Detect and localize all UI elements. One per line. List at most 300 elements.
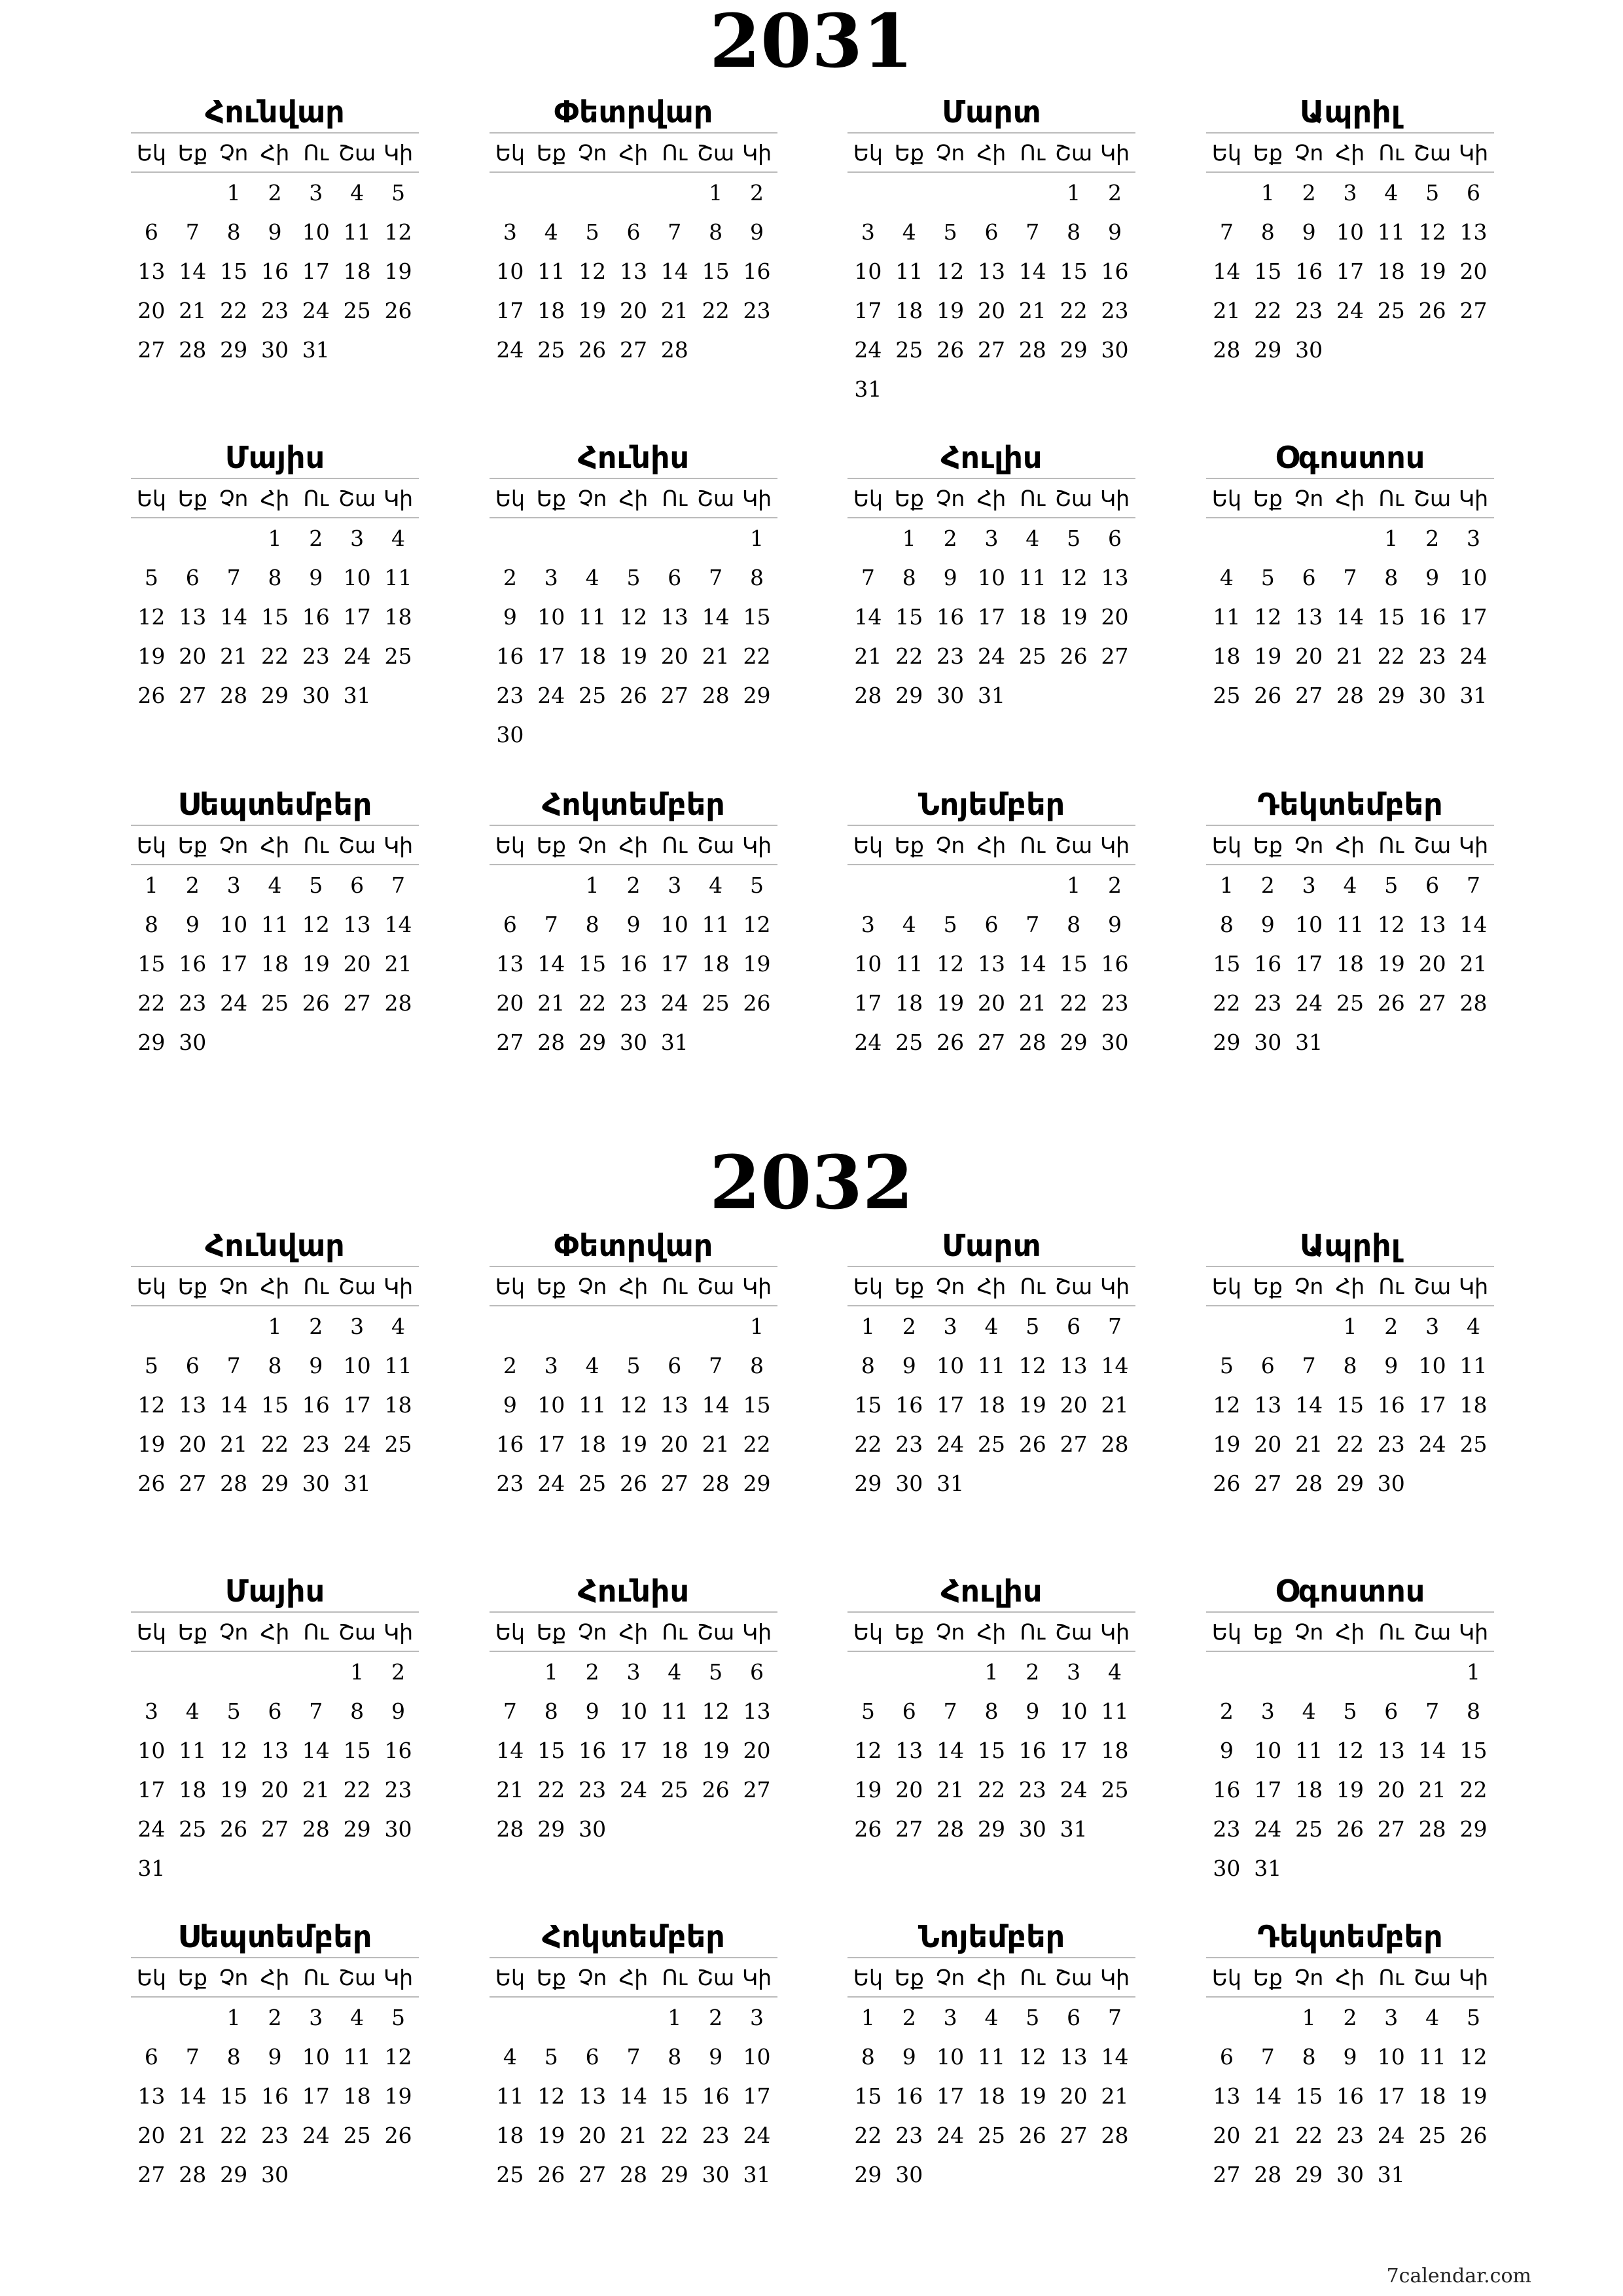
day-cell: 2 <box>268 2004 282 2030</box>
day-cell: 28 <box>1018 1029 1046 1055</box>
weekday-label: Չո <box>1294 1619 1324 1645</box>
week-row <box>1206 865 1494 905</box>
day-cell: 8 <box>668 2043 682 2070</box>
day-cell: 18 <box>1459 1391 1488 1418</box>
day-cell: 3 <box>144 1698 158 1724</box>
month-block <box>1206 92 1494 369</box>
day-cell: 13 <box>1254 1391 1282 1418</box>
day-cell: 18 <box>384 603 412 630</box>
day-cell: 25 <box>579 1470 607 1496</box>
day-cell: 22 <box>1336 1431 1364 1457</box>
day-cell: 24 <box>496 336 524 363</box>
day-cell: 19 <box>854 1776 882 1803</box>
day-cell: 12 <box>936 258 965 284</box>
day-cell: 15 <box>854 2083 882 2109</box>
day-cell: 10 <box>1336 219 1364 245</box>
weekday-label: Եք <box>894 1619 924 1645</box>
day-cell: 17 <box>854 297 882 323</box>
day-cell: 14 <box>496 1737 524 1763</box>
day-cell: 1 <box>709 179 723 206</box>
weekday-header <box>131 1611 419 1652</box>
day-cell: 21 <box>496 1776 524 1803</box>
day-cell: 23 <box>260 2122 289 2148</box>
weekday-header <box>1206 132 1494 173</box>
day-cell: 25 <box>660 1776 688 1803</box>
day-cell: 29 <box>579 1029 607 1055</box>
weekday-label: Ու <box>303 1273 329 1299</box>
week-row <box>847 2037 1135 2076</box>
weekday-label: Եկ <box>136 832 166 858</box>
day-cell: 26 <box>1254 682 1282 708</box>
week-row <box>847 1463 1135 1503</box>
day-cell: 11 <box>1418 2043 1446 2070</box>
day-cell: 12 <box>1254 603 1282 630</box>
day-cell: 7 <box>709 564 723 590</box>
weekday-label: Եկ <box>1211 139 1241 166</box>
month-name: Հոկտեմբեր <box>542 1919 725 1954</box>
footer-site-name: 7calendar.com <box>1386 2265 1531 2287</box>
week-row <box>490 2155 777 2194</box>
day-cell: 3 <box>1302 872 1316 898</box>
day-cell: 8 <box>1384 564 1399 590</box>
month-block <box>131 92 419 369</box>
day-cell: 14 <box>220 1391 248 1418</box>
day-cell: 3 <box>1067 1659 1081 1685</box>
weekday-label: Եք <box>536 485 566 511</box>
day-cell: 23 <box>1018 1776 1046 1803</box>
weekday-label: Եք <box>177 485 207 511</box>
day-cell: 16 <box>1336 2083 1364 2109</box>
day-cell: 2 <box>1107 872 1122 898</box>
weekday-header <box>490 132 777 173</box>
day-cell: 11 <box>1101 1698 1129 1724</box>
day-cell: 8 <box>1260 219 1275 245</box>
day-cell: 29 <box>660 2161 688 2187</box>
day-cell: 5 <box>585 219 599 245</box>
day-cell: 1 <box>984 1659 999 1685</box>
day-cell: 11 <box>1018 564 1046 590</box>
day-cell: 15 <box>977 1737 1005 1763</box>
day-cell: 30 <box>1254 1029 1282 1055</box>
day-cell: 2 <box>1219 1698 1234 1724</box>
day-cell: 7 <box>391 872 405 898</box>
day-cell: 10 <box>936 2043 965 2070</box>
day-cell: 8 <box>1219 911 1234 937</box>
day-cell: 6 <box>668 564 682 590</box>
day-cell: 22 <box>660 2122 688 2148</box>
day-cell: 25 <box>1336 990 1364 1016</box>
day-cell: 4 <box>902 219 916 245</box>
day-cell: 7 <box>503 1698 517 1724</box>
weekday-label: Կի <box>741 832 772 858</box>
day-cell: 27 <box>179 1470 207 1496</box>
month-name: Մայիս <box>224 440 325 475</box>
day-cell: 13 <box>1459 219 1488 245</box>
weekday-header <box>1206 1957 1494 1998</box>
day-cell: 4 <box>391 1313 405 1339</box>
week-row <box>490 675 777 715</box>
week-row <box>490 597 777 636</box>
day-cell: 23 <box>1213 1816 1241 1842</box>
weekday-header <box>490 478 777 518</box>
day-cell: 30 <box>260 336 289 363</box>
day-cell: 13 <box>1213 2083 1241 2109</box>
weekday-label: Հի <box>976 1273 1007 1299</box>
day-cell: 8 <box>749 1352 764 1378</box>
day-cell: 26 <box>1018 2122 1046 2148</box>
weekday-header <box>1206 1266 1494 1306</box>
day-cell: 19 <box>1060 603 1088 630</box>
weekday-label: Եք <box>1253 1273 1283 1299</box>
day-cell: 22 <box>220 2122 248 2148</box>
day-cell: 11 <box>977 2043 1005 2070</box>
weekday-label: Շա <box>338 1619 376 1645</box>
weekday-label: Չո <box>1294 485 1324 511</box>
week-row <box>1206 558 1494 597</box>
day-cell: 14 <box>179 2083 207 2109</box>
day-cell: 16 <box>936 603 965 630</box>
day-cell: 18 <box>537 297 565 323</box>
day-cell: 1 <box>1302 2004 1316 2030</box>
day-cell: 6 <box>1466 179 1480 206</box>
day-cell: 26 <box>1018 1431 1046 1457</box>
day-cell: 22 <box>260 1431 289 1457</box>
day-cell: 25 <box>1295 1816 1323 1842</box>
month-block <box>1206 1916 1494 2194</box>
day-cell: 11 <box>895 950 923 977</box>
week-row <box>131 1424 419 1463</box>
day-cell: 4 <box>709 872 723 898</box>
day-cell: 27 <box>619 336 647 363</box>
day-cell: 13 <box>1060 1352 1088 1378</box>
weekday-label: Շա <box>697 1619 735 1645</box>
week-row <box>131 291 419 330</box>
day-cell: 23 <box>1418 643 1446 669</box>
week-row <box>847 944 1135 983</box>
weekday-label: Ու <box>1020 832 1046 858</box>
month-name: Ապրիլ <box>1300 1228 1400 1263</box>
weekday-label: Շա <box>1414 832 1452 858</box>
day-cell: 7 <box>1107 2004 1122 2030</box>
day-cell: 24 <box>343 1431 371 1457</box>
week-row <box>1206 1691 1494 1731</box>
day-cell: 21 <box>854 643 882 669</box>
day-cell: 3 <box>749 2004 764 2030</box>
weekday-label: Հի <box>1335 832 1365 858</box>
weekday-label: Շա <box>1055 1619 1093 1645</box>
week-row <box>490 905 777 944</box>
day-cell: 26 <box>579 336 607 363</box>
day-cell: 2 <box>626 872 641 898</box>
day-cell: 3 <box>226 872 241 898</box>
week-row <box>131 330 419 369</box>
week-row <box>131 212 419 251</box>
week-row <box>131 1346 419 1385</box>
month-block <box>847 1571 1135 1848</box>
day-cell: 16 <box>619 950 647 977</box>
day-cell: 26 <box>384 2122 412 2148</box>
weekday-label: Ու <box>303 139 329 166</box>
day-cell: 9 <box>1302 219 1316 245</box>
weekday-label: Եք <box>1253 139 1283 166</box>
week-row <box>1206 1731 1494 1770</box>
day-cell: 15 <box>537 1737 565 1763</box>
day-cell: 3 <box>1260 1698 1275 1724</box>
week-row <box>490 1998 777 2037</box>
day-cell: 22 <box>137 990 166 1016</box>
week-row <box>1206 1848 1494 1888</box>
day-cell: 24 <box>1377 2122 1405 2148</box>
day-cell: 10 <box>537 1391 565 1418</box>
day-cell: 29 <box>1254 336 1282 363</box>
day-cell: 27 <box>179 682 207 708</box>
day-cell: 27 <box>1213 2161 1241 2187</box>
day-cell: 19 <box>220 1776 248 1803</box>
month-block <box>847 92 1135 408</box>
day-cell: 21 <box>1101 1391 1129 1418</box>
day-cell: 12 <box>137 1391 166 1418</box>
day-cell: 2 <box>709 2004 723 2030</box>
day-cell: 31 <box>1060 1816 1088 1842</box>
day-cell: 14 <box>1213 258 1241 284</box>
weekday-label: Եք <box>894 139 924 166</box>
day-cell: 10 <box>1418 1352 1446 1378</box>
day-cell: 24 <box>743 2122 771 2148</box>
week-row <box>490 1652 777 1691</box>
weekday-label: Եկ <box>853 1273 883 1299</box>
day-cell: 15 <box>579 950 607 977</box>
day-cell: 18 <box>1418 2083 1446 2109</box>
day-cell: 19 <box>137 1431 166 1457</box>
day-cell: 10 <box>302 2043 330 2070</box>
weekday-label: Եկ <box>495 1273 525 1299</box>
day-cell: 21 <box>1018 990 1046 1016</box>
week-row <box>847 291 1135 330</box>
day-cell: 14 <box>702 1391 730 1418</box>
day-cell: 27 <box>496 1029 524 1055</box>
day-cell: 16 <box>1018 1737 1046 1763</box>
week-row <box>131 1809 419 1848</box>
day-cell: 24 <box>854 336 882 363</box>
day-cell: 10 <box>743 2043 771 2070</box>
day-cell: 12 <box>384 219 412 245</box>
day-cell: 5 <box>709 1659 723 1685</box>
weekday-label: Հի <box>976 832 1007 858</box>
day-cell: 1 <box>144 872 158 898</box>
weekday-label: Շա <box>338 1964 376 1990</box>
day-cell: 17 <box>936 1391 965 1418</box>
day-cell: 7 <box>226 1352 241 1378</box>
day-cell: 4 <box>585 564 599 590</box>
day-cell: 22 <box>1377 643 1405 669</box>
month-block <box>847 1916 1135 2194</box>
month-name: Նոյեմբեր <box>918 1919 1065 1954</box>
day-cell: 7 <box>709 1352 723 1378</box>
day-cell: 5 <box>861 1698 875 1724</box>
weekday-label: Չո <box>577 1964 607 1990</box>
weekday-label: Կի <box>1458 1619 1489 1645</box>
day-cell: 3 <box>1466 525 1480 551</box>
day-cell: 21 <box>1459 950 1488 977</box>
month-name: Հուլիս <box>940 1573 1043 1609</box>
day-cell: 14 <box>1254 2083 1282 2109</box>
day-cell: 6 <box>585 2043 599 2070</box>
weekday-label: Շա <box>697 1964 735 1990</box>
day-cell: 28 <box>537 1029 565 1055</box>
day-cell: 22 <box>1295 2122 1323 2148</box>
week-row <box>490 1385 777 1424</box>
day-cell: 29 <box>220 336 248 363</box>
day-cell: 15 <box>220 258 248 284</box>
day-cell: 26 <box>302 990 330 1016</box>
day-cell: 16 <box>1213 1776 1241 1803</box>
week-row <box>1206 251 1494 291</box>
day-cell: 17 <box>302 2083 330 2109</box>
day-cell: 15 <box>854 1391 882 1418</box>
day-cell: 15 <box>743 1391 771 1418</box>
day-cell: 2 <box>902 1313 916 1339</box>
day-cell: 5 <box>1466 2004 1480 2030</box>
day-cell: 9 <box>391 1698 405 1724</box>
day-cell: 7 <box>309 1698 323 1724</box>
day-cell: 13 <box>1295 603 1323 630</box>
day-cell: 13 <box>1101 564 1129 590</box>
weekday-label: Եք <box>177 1273 207 1299</box>
week-row <box>1206 1998 1494 2037</box>
day-cell: 18 <box>343 2083 371 2109</box>
day-cell: 22 <box>343 1776 371 1803</box>
day-cell: 10 <box>854 950 882 977</box>
day-cell: 13 <box>179 603 207 630</box>
weekday-label: Հի <box>260 832 290 858</box>
weekday-label: Եք <box>536 1619 566 1645</box>
day-cell: 31 <box>302 336 330 363</box>
day-cell: 20 <box>1254 1431 1282 1457</box>
day-cell: 12 <box>1060 564 1088 590</box>
day-cell: 14 <box>220 603 248 630</box>
weekday-label: Հի <box>976 1964 1007 1990</box>
year-title: 2031 <box>709 0 914 84</box>
day-cell: 17 <box>496 297 524 323</box>
day-cell: 18 <box>579 1431 607 1457</box>
day-cell: 11 <box>384 564 412 590</box>
month-name: Հունիս <box>577 1573 690 1609</box>
day-cell: 23 <box>302 643 330 669</box>
day-cell: 20 <box>343 950 371 977</box>
day-cell: 14 <box>936 1737 965 1763</box>
day-cell: 21 <box>1336 643 1364 669</box>
day-cell: 24 <box>660 990 688 1016</box>
day-cell: 26 <box>1213 1470 1241 1496</box>
day-cell: 1 <box>1343 1313 1357 1339</box>
day-cell: 29 <box>1060 1029 1088 1055</box>
weekday-label: Եք <box>177 139 207 166</box>
day-cell: 16 <box>496 643 524 669</box>
day-cell: 4 <box>1425 2004 1440 2030</box>
day-cell: 15 <box>1459 1737 1488 1763</box>
weekday-label: Ու <box>1020 485 1046 511</box>
day-cell: 11 <box>579 603 607 630</box>
week-row <box>131 173 419 212</box>
day-cell: 4 <box>350 2004 365 2030</box>
day-cell: 28 <box>179 336 207 363</box>
day-cell: 25 <box>1018 643 1046 669</box>
day-cell: 31 <box>137 1855 166 1881</box>
weekday-label: Եկ <box>136 1619 166 1645</box>
week-row <box>1206 1346 1494 1385</box>
day-cell: 20 <box>1101 603 1129 630</box>
weekday-label: Չո <box>1294 1964 1324 1990</box>
weekday-label: Շա <box>1055 485 1093 511</box>
weekday-label: Ու <box>1020 139 1046 166</box>
weekday-label: Շա <box>1414 485 1452 511</box>
day-cell: 7 <box>544 911 558 937</box>
day-cell: 20 <box>579 2122 607 2148</box>
weekday-label: Չո <box>219 1619 249 1645</box>
day-cell: 9 <box>626 911 641 937</box>
week-row <box>131 1652 419 1691</box>
weekday-header <box>847 478 1135 518</box>
day-cell: 17 <box>1459 603 1488 630</box>
day-cell: 22 <box>895 643 923 669</box>
day-cell: 9 <box>268 2043 282 2070</box>
day-cell: 31 <box>1459 682 1488 708</box>
day-cell: 14 <box>302 1737 330 1763</box>
day-cell: 26 <box>743 990 771 1016</box>
day-cell: 24 <box>1060 1776 1088 1803</box>
weekday-label: Հի <box>1335 1964 1365 1990</box>
week-row <box>1206 1770 1494 1809</box>
month-name: Հունվար <box>205 94 345 130</box>
day-cell: 14 <box>1018 950 1046 977</box>
day-cell: 8 <box>709 219 723 245</box>
day-cell: 18 <box>1377 258 1405 284</box>
weekday-label: Եք <box>894 485 924 511</box>
day-cell: 20 <box>743 1737 771 1763</box>
day-cell: 4 <box>984 1313 999 1339</box>
weekday-label: Շա <box>1414 1964 1452 1990</box>
month-name: Դեկտեմբեր <box>1257 787 1443 822</box>
week-row <box>1206 330 1494 369</box>
day-cell: 30 <box>496 721 524 747</box>
weekday-label: Եք <box>1253 485 1283 511</box>
month-block <box>490 92 777 369</box>
month-block <box>490 1916 777 2194</box>
day-cell: 13 <box>977 258 1005 284</box>
day-cell: 19 <box>1459 2083 1488 2109</box>
day-cell: 8 <box>1067 911 1081 937</box>
day-cell: 27 <box>743 1776 771 1803</box>
day-cell: 15 <box>1254 258 1282 284</box>
day-cell: 25 <box>537 336 565 363</box>
month-block <box>1206 1571 1494 1888</box>
month-block <box>847 1225 1135 1503</box>
weekday-header <box>847 1957 1135 1998</box>
weekday-label: Չո <box>935 139 965 166</box>
day-cell: 6 <box>1425 872 1440 898</box>
day-cell: 28 <box>660 336 688 363</box>
day-cell: 25 <box>343 2122 371 2148</box>
day-cell: 10 <box>619 1698 647 1724</box>
day-cell: 21 <box>179 297 207 323</box>
day-cell: 12 <box>702 1698 730 1724</box>
weekday-label: Շա <box>1055 1964 1093 1990</box>
day-cell: 15 <box>743 603 771 630</box>
day-cell: 27 <box>1418 990 1446 1016</box>
day-cell: 2 <box>1384 1313 1399 1339</box>
day-cell: 27 <box>1295 682 1323 708</box>
weekday-label: Կի <box>1099 832 1130 858</box>
